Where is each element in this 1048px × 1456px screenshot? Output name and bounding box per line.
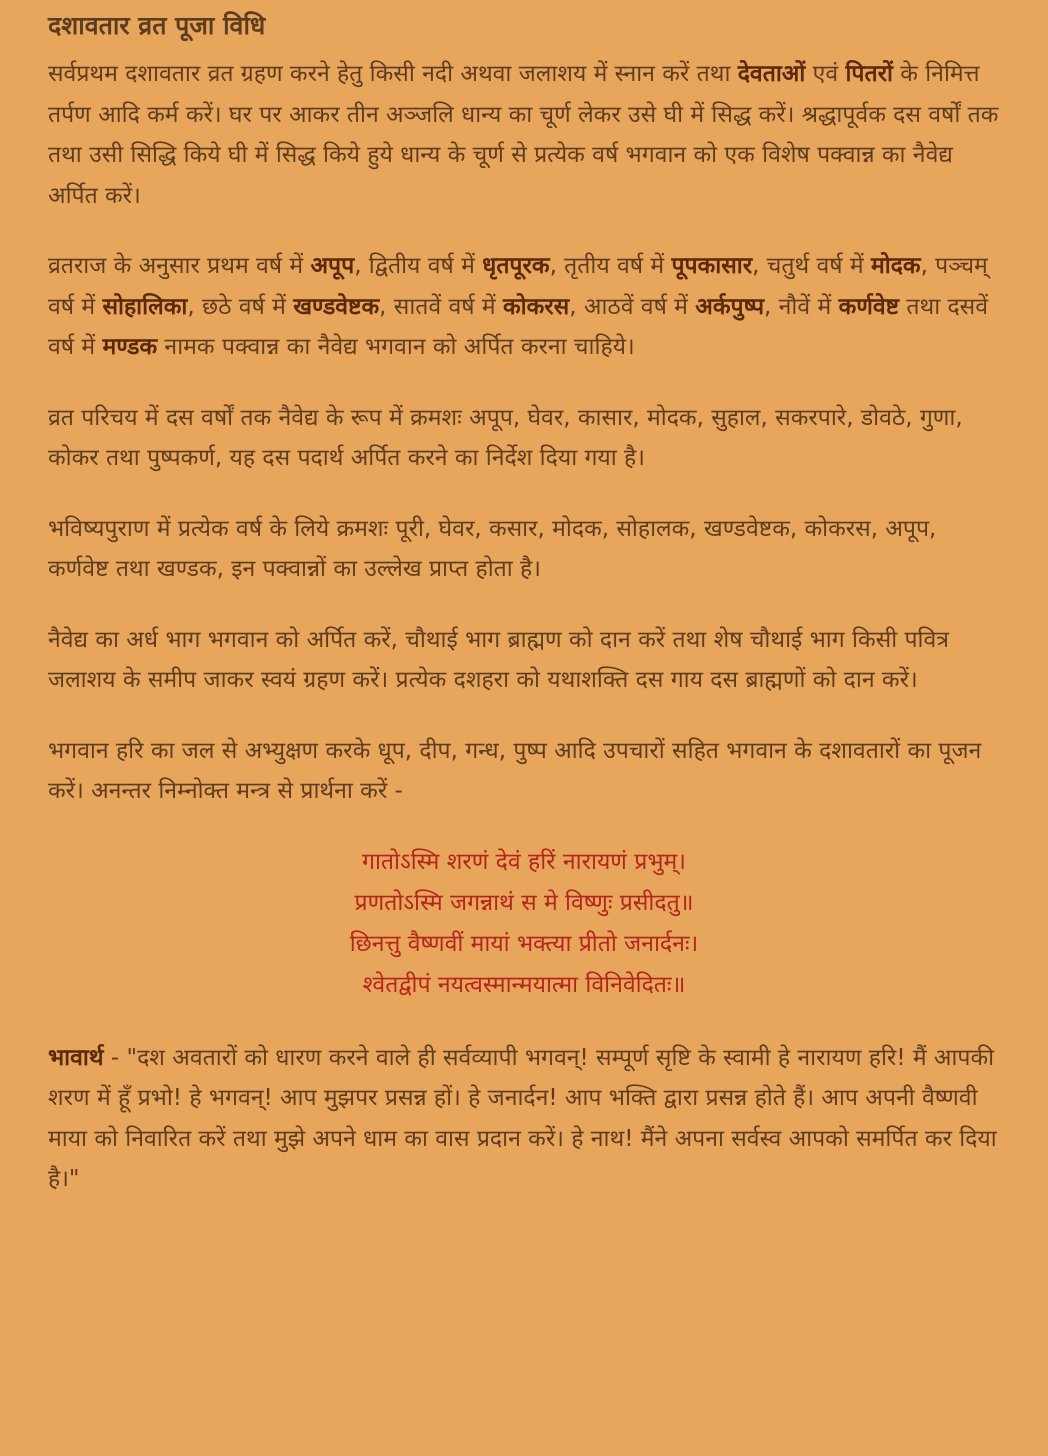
text-span: , तृतीय वर्ष में	[549, 253, 672, 279]
bold-term: अर्कपुष्प	[695, 293, 765, 320]
bold-term: पूपकासार	[671, 253, 753, 279]
paragraph-bhavishyapuran: भविष्यपुराण में प्रत्येक वर्ष के लिये क्रमशः पूरी, घेवर, कसार, मोदक, सोहालक, खण्डवेष्टक, कोकरस, अपूप, कर्णवेष्ट तथा खण्डक, इन पक्वान्नों का उल्लेख प्राप्त होता है।	[48, 515, 937, 582]
bold-term: सोहालिका	[102, 293, 188, 320]
bold-term: मण्डक	[102, 334, 158, 360]
mantra-line: प्रणतोऽस्मि जगन्नाथं स मे विष्णुः प्रसीदतु॥	[354, 889, 694, 916]
bold-term: पितरों	[845, 61, 893, 87]
text-span: व्रतराज के अनुसार प्रथम वर्ष में	[48, 253, 311, 279]
mantra-line: छिनत्तु वैष्णवीं मायां भक्त्या प्रीतो जनार्दनः।	[349, 930, 699, 957]
text-span: , छठे वर्ष में	[187, 293, 294, 320]
text-span: , आठवें वर्ष में	[569, 293, 696, 320]
page-title: दशावतार व्रत पूजा विधि	[48, 11, 266, 40]
mantra-line: श्वेतद्वीपं नयत्वस्मान्मयात्मा विनिवेदितः॥	[362, 971, 686, 998]
text-span: एवं	[805, 61, 846, 87]
bold-term: कोकरस	[502, 293, 570, 320]
bhavarth-text: - "दश अवतारों को धारण करने वाले ही सर्वव्यापी भगवन्! सम्पूर्ण सृष्टि के स्वामी हे नारायण हरि! मैं आपकी शरण में हूँ प्रभो! हे भगवन्! आप मुझपर प्रसन्न हों। हे जनार्दन! आप भक्ति द्वारा प्रसन्न होते हैं। आप अपनी वैष्णवी माया को निवारित करें तथा मुझे अपने धाम का वास प्रदान करें। हे नाथ! मैंने अपना सर्वस्व आपको समर्पित कर दिया है।"	[48, 1044, 997, 1192]
paragraph-bhavarth	[48, 1038, 1000, 1200]
bold-term: धृतपूरक	[482, 253, 550, 279]
text-span: सर्वप्रथम दशावतार व्रत ग्रहण करने हेतु किसी नदी अथवा जलाशय में स्नान करें तथा	[48, 61, 738, 87]
bold-term: मोदक	[870, 253, 921, 279]
text-span: , नौवें में	[764, 293, 839, 320]
text-span: , सातवें वर्ष में	[379, 293, 503, 320]
text-span: , पञ्चम् वर्ष में	[48, 253, 988, 320]
bold-term: अपूप	[310, 253, 355, 279]
bhavarth-label: भावार्थ	[48, 1044, 104, 1071]
bold-term: कर्णवेष्ट	[838, 293, 900, 320]
text-span: नामक पक्वान्न का नैवेद्य भगवान को अर्पित करना चाहिये।	[157, 334, 635, 360]
paragraph-intro	[48, 54, 1000, 216]
paragraph-vratraj	[48, 246, 1000, 368]
text-span: तथा दसवें वर्ष में	[48, 293, 989, 360]
bold-term: खण्डवेष्टक	[293, 293, 380, 320]
text-span: , द्वितीय वर्ष में	[354, 253, 483, 279]
bold-term: देवताओं	[737, 61, 806, 87]
mantra-line: गातोऽस्मि शरणं देवं हरिं नारायणं प्रभुम्।	[362, 848, 686, 875]
paragraph-naivedya: नैवेद्य का अर्ध भाग भगवान को अर्पित करें, चौथाई भाग ब्राह्मण को दान करें तथा शेष चौथाई भाग किसी पवित्र जलाशय के समीप जाकर स्वयं ग्रहण करें। प्रत्येक दशहरा को यथाशक्ति दस गाय दस ब्राह्मणों को दान करें।	[48, 626, 949, 693]
text-span: के निमित्त तर्पण आदि कर्म करें। घर पर आकर तीन अञ्जलि धान्य का चूर्ण लेकर उसे घी में सिद्ध करें। श्रद्धापूर्वक दस वर्षों तक तथा उसी सिद्धि किये घी में सिद्ध किये हुये धान्य के चूर्ण से प्रत्येक वर्ष भगवान को एक विशेष पक्वान्न का नैवेद्य अर्पित करें।	[48, 61, 999, 209]
text-span: , चतुर्थ वर्ष में	[752, 253, 871, 279]
paragraph-pujan: भगवान हरि का जल से अभ्युक्षण करके धूप, दीप, गन्ध, पुष्प आदि उपचारों सहित भगवान के दशावतारों का पूजन करें। अनन्तर निम्नोक्त मन्त्र से प्रार्थना करें -	[48, 737, 982, 804]
mantra-block	[48, 842, 1000, 1006]
paragraph-vrat-parichay: व्रत परिचय में दस वर्षों तक नैवेद्य के रूप में क्रमशः अपूप, घेवर, कासार, मोदक, सुहाल, सकरपारे, डोवठे, गुणा, कोकर तथा पुष्पकर्ण, यह दस पदार्थ अर्पित करने का निर्देश दिया गया है।	[48, 404, 963, 471]
